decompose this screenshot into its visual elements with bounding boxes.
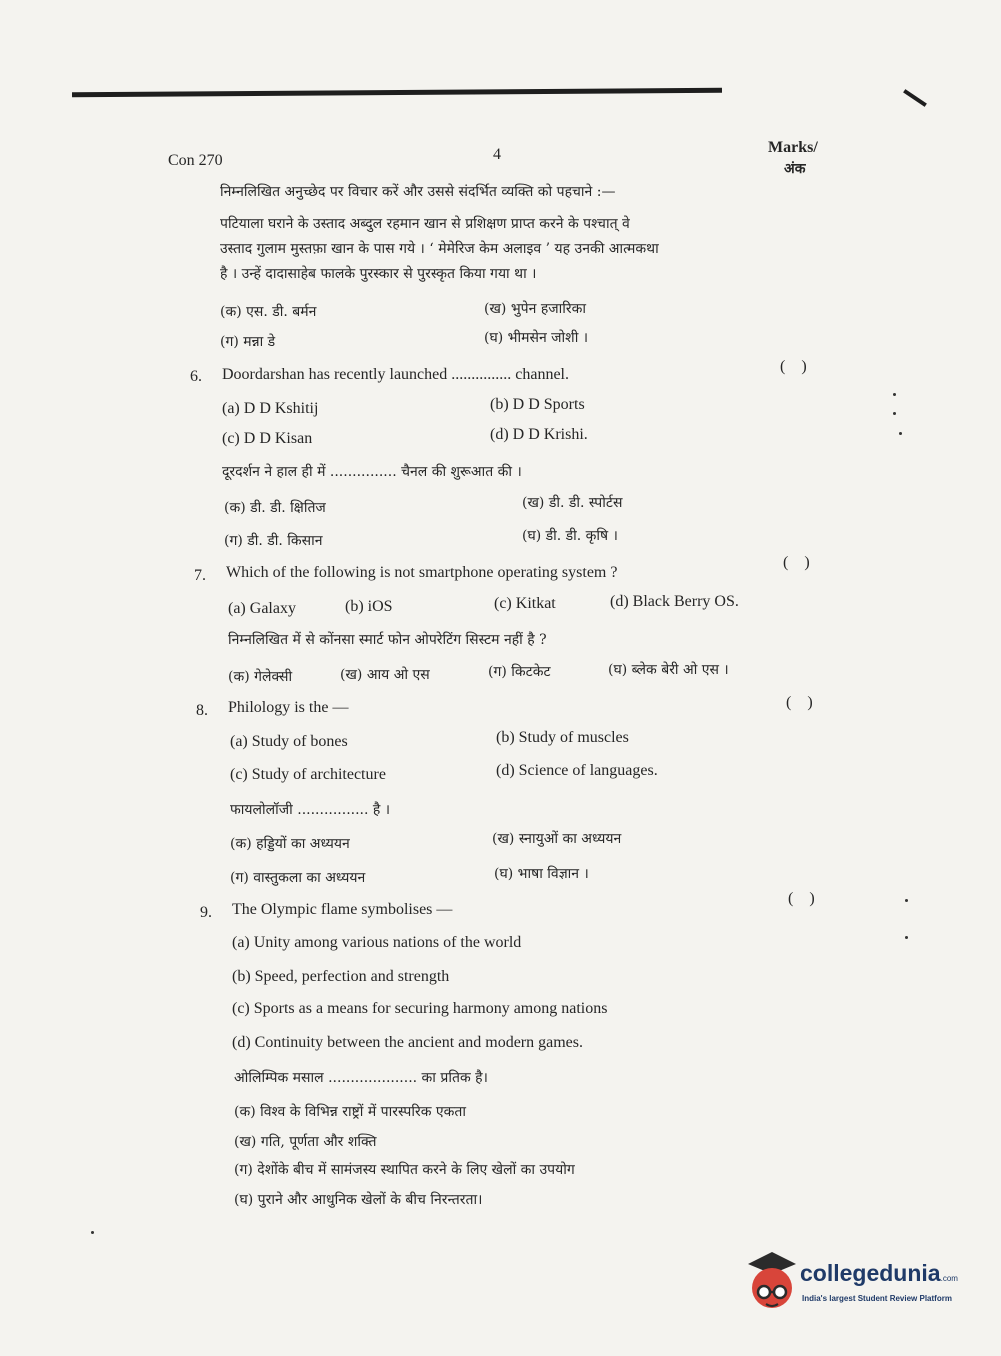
intro-paragraph-line: पटियाला घराने के उस्ताद अब्दुल रहमान खान से प्रशिक्षण प्राप्त करने के पश्चात् वे bbox=[220, 216, 630, 232]
option-hindi: (क) डी. डी. क्षितिज bbox=[224, 500, 326, 516]
speck bbox=[893, 412, 896, 415]
option-hindi: (ख) आय ओ एस bbox=[340, 667, 430, 683]
option-hindi: (ग) देशोंके बीच में सामंजस्य स्थापित करने के लिए खेलों का उपयोग bbox=[234, 1162, 575, 1178]
question-text: The Olympic flame symbolises — bbox=[232, 901, 453, 918]
question-number: 9. bbox=[200, 904, 212, 921]
option-hindi: (क) विश्व के विभिन्न राष्ट्रों में पारस्परिक एकता bbox=[234, 1104, 467, 1120]
marks-label-hindi: अंक bbox=[784, 161, 806, 177]
option: (d) Continuity between the ancient and modern games. bbox=[232, 1034, 584, 1051]
question-text: Doordarshan has recently launched ............... channel. bbox=[222, 366, 569, 383]
speck bbox=[91, 1231, 94, 1234]
option-hindi: (घ) भाषा विज्ञान । bbox=[494, 866, 589, 882]
speck bbox=[899, 432, 902, 435]
top-rule bbox=[72, 88, 722, 98]
option-hindi: (घ) डी. डी. कृषि । bbox=[522, 528, 618, 544]
option: (b) D D Sports bbox=[490, 396, 585, 413]
option-hindi: (ख) डी. डी. स्पोर्टस bbox=[522, 495, 623, 511]
question-number: 8. bbox=[196, 702, 208, 719]
intro-option: (क) एस. डी. बर्मन bbox=[220, 304, 317, 320]
option-hindi: (ख) स्नायुओं का अध्ययन bbox=[492, 831, 622, 847]
option: (b) Study of muscles bbox=[496, 729, 629, 746]
logo-suffix: .com bbox=[940, 1274, 958, 1283]
option: (b) Speed, perfection and strength bbox=[232, 968, 450, 985]
page-number: 4 bbox=[493, 146, 501, 163]
question-number: 6. bbox=[190, 368, 202, 385]
option: (c) Sports as a means for securing harmony among nations bbox=[232, 1000, 608, 1017]
option: (c) Study of architecture bbox=[230, 766, 386, 783]
option-hindi: (घ) ब्लेक बेरी ओ एस । bbox=[608, 662, 729, 678]
marks-box: ( ) bbox=[780, 358, 807, 375]
intro-option: (ख) भुपेन हजारिका bbox=[484, 301, 587, 317]
intro-option: (घ) भीमसेन जोशी । bbox=[484, 330, 589, 346]
question-number: 7. bbox=[194, 567, 206, 584]
option-hindi: (क) गेलेक्सी bbox=[228, 669, 293, 685]
marks-label: Marks/ bbox=[768, 139, 818, 156]
option: (a) Galaxy bbox=[228, 600, 296, 617]
speck bbox=[905, 899, 908, 902]
intro-paragraph-line: उस्ताद गुलाम मुस्तफ़ा खान के पास गये । ‘ मेमेरिज केम अलाइव ’ यह उनकी आत्मकथा bbox=[220, 241, 659, 257]
option: (a) Study of bones bbox=[230, 733, 348, 750]
option-hindi: (ग) डी. डी. किसान bbox=[224, 533, 323, 549]
question-text-hindi: फायलोलॉजी ................ है । bbox=[230, 802, 391, 818]
option: (d) Black Berry OS. bbox=[610, 593, 739, 610]
option-hindi: (घ) पुराने और आधुनिक खेलों के बीच निरन्तरता। bbox=[234, 1192, 483, 1208]
intro-instruction: निम्नलिखित अनुच्छेद पर विचार करें और उससे संदर्भित व्यक्ति को पहचाने :— bbox=[220, 184, 616, 200]
intro-option: (ग) मन्ना डे bbox=[220, 334, 276, 350]
question-text-hindi: ओलिम्पिक मसाल .................... का प्रतिक है। bbox=[234, 1070, 488, 1086]
option: (d) D D Krishi. bbox=[490, 426, 588, 443]
paper-code: Con 270 bbox=[168, 152, 223, 169]
option: (c) D D Kisan bbox=[222, 430, 313, 447]
option: (b) iOS bbox=[345, 598, 393, 615]
speck bbox=[893, 393, 896, 396]
option: (a) D D Kshitij bbox=[222, 400, 319, 417]
mascot-icon bbox=[742, 1250, 802, 1312]
question-text-hindi: दूरदर्शन ने हाल ही में ............... चैनल की शुरूआत की । bbox=[222, 464, 522, 480]
speck bbox=[905, 936, 908, 939]
question-text: Philology is the — bbox=[228, 699, 349, 716]
corner-mark bbox=[903, 89, 927, 107]
option-hindi: (ग) वास्तुकला का अध्ययन bbox=[230, 870, 366, 886]
logo-name: collegedunia bbox=[800, 1260, 941, 1286]
marks-box: ( ) bbox=[788, 890, 815, 907]
option-hindi: (क) हड्डियों का अध्ययन bbox=[230, 836, 350, 852]
option: (a) Unity among various nations of the world bbox=[232, 934, 522, 951]
marks-box: ( ) bbox=[783, 554, 810, 571]
option-hindi: (ख) गति, पूर्णता और शक्ति bbox=[234, 1134, 377, 1150]
question-text: Which of the following is not smartphone operating system ? bbox=[226, 564, 618, 581]
marks-box: ( ) bbox=[786, 694, 813, 711]
option: (c) Kitkat bbox=[494, 595, 556, 612]
option: (d) Science of languages. bbox=[496, 762, 658, 779]
intro-paragraph-line: है । उन्हें दादासाहेब फालके पुरस्कार से पुरस्कृत किया गया था । bbox=[220, 266, 537, 282]
option-hindi: (ग) किटकेट bbox=[488, 664, 551, 680]
collegedunia-logo bbox=[742, 1250, 972, 1314]
logo-tagline: India's largest Student Review Platform bbox=[802, 1294, 952, 1303]
question-text-hindi: निम्नलिखित में से कोंनसा स्मार्ट फोन ओपरेटिंग सिस्टम नहीं है ? bbox=[228, 632, 547, 648]
